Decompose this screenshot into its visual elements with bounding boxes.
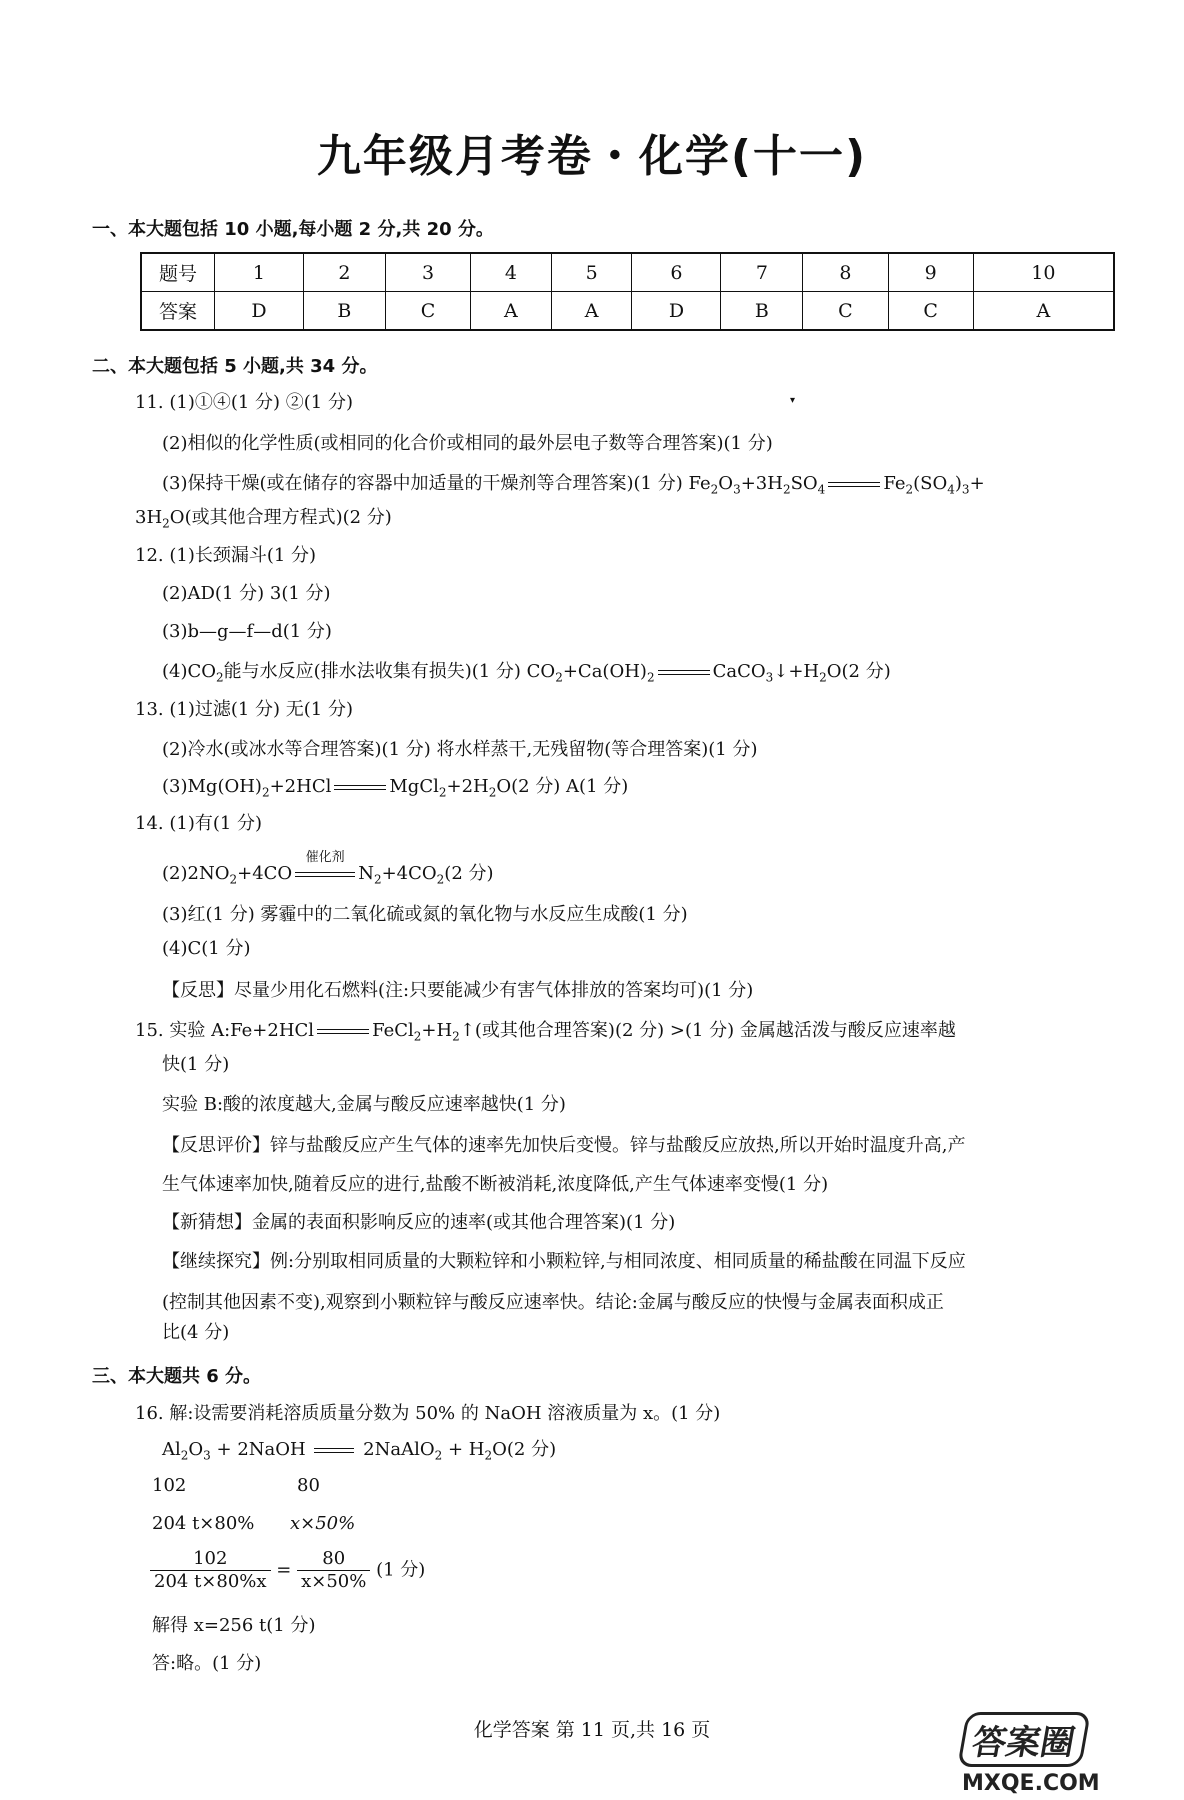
q11-line-4: $3H_2O$(或其他合理方程式)(2 分) xyxy=(135,507,392,531)
table-cell: D xyxy=(215,292,304,331)
q15-line-8: (控制其他因素不变),观察到小颗粒锌与酸反应速率快。结论:金属与酸反应的快慢与金属表面积成正 xyxy=(162,1292,944,1313)
molar-mass-2: 80 xyxy=(297,1475,320,1496)
q15-line-2: 快(1 分) xyxy=(162,1054,230,1075)
table-cell: D xyxy=(632,292,721,331)
q12-line-1: 12. (1)长颈漏斗(1 分) xyxy=(135,545,317,566)
table-cell: 3 xyxy=(385,253,470,292)
q15-line-6: 【新猜想】金属的表面积影响反应的速率(或其他合理答案)(1 分) xyxy=(162,1212,676,1233)
q11-line-1: 11. (1)①④(1 分) ②(1 分) xyxy=(135,392,354,413)
table-cell: C xyxy=(803,292,888,331)
table-cell: A xyxy=(973,292,1114,331)
table-cell: B xyxy=(721,292,803,331)
watermark-url: MXQE.COM xyxy=(962,1771,1100,1796)
value-2: x×50% xyxy=(290,1513,356,1534)
q15-line-1: 15. 实验 A:Fe+2HCl $FeCl_2+H_2↑$(或其他合理答案)(2 分) >(1 分) 金属越活泼与酸反应速率越 xyxy=(135,1020,956,1044)
row-label-answer: 答案 xyxy=(141,292,215,331)
q15-line-7: 【继续探究】例:分别取相同质量的大颗粒锌和小颗粒锌,与相同浓度、相同质量的稀盐酸在同温下反应 xyxy=(162,1251,966,1272)
q14-line-1: 14. (1)有(1 分) xyxy=(135,813,263,834)
section-3-heading: 三、本大题共 6 分。 xyxy=(92,1366,262,1387)
page-title: 九年级月考卷・化学(十一) xyxy=(316,131,868,182)
value-1: 204 t×80% xyxy=(152,1513,255,1534)
q12-line-2: (2)AD(1 分) 3(1 分) xyxy=(162,583,331,604)
section-2-heading: 二、本大题包括 5 小题,共 34 分。 xyxy=(92,356,378,377)
watermark-mark: 答案圈 xyxy=(957,1712,1091,1767)
table-cell: A xyxy=(471,292,552,331)
q11-line-2: (2)相似的化学性质(或相同的化合价或相同的最外层电子数等合理答案)(1 分) xyxy=(162,433,773,454)
q11-line-3: (3)保持干燥(或在储存的容器中加适量的干燥剂等合理答案)(1 分) $Fe_2O_3+3H_2SO_4$ $Fe_2(SO_4)_3+$ xyxy=(162,473,985,497)
q15-line-4: 【反思评价】锌与盐酸反应产生气体的速率先加快后变慢。锌与盐酸反应放热,所以开始时温度升高,产 xyxy=(162,1135,966,1156)
table-row-answers xyxy=(141,292,1114,331)
table-cell: 2 xyxy=(303,253,385,292)
q15-line-3: 实验 B:酸的浓度越大,金属与酸反应速率越快(1 分) xyxy=(162,1094,566,1115)
scan-speck: ▾ xyxy=(790,395,796,406)
q16-solution: 解得 x=256 t(1 分) xyxy=(152,1615,316,1636)
q15-line-9: 比(4 分) xyxy=(162,1322,230,1343)
section-1-heading: 一、本大题包括 10 小题,每小题 2 分,共 20 分。 xyxy=(92,219,494,240)
fraction-right: $\frac{80}{x\times 50\%}$ xyxy=(297,1548,370,1593)
table-cell: 9 xyxy=(888,253,973,292)
page-footer: 化学答案 第 11 页,共 16 页 xyxy=(473,1719,711,1741)
table-cell: A xyxy=(551,292,632,331)
q13-line-3: $(3)Mg(OH)_2+2HCl$ $MgCl_2+2H_2O(2$ 分) A(1 分) xyxy=(162,776,629,800)
molar-mass-1: 102 xyxy=(152,1475,187,1496)
q14-line-2: $(2)2NO_2+4CO$ 催化剂 $N_2+4CO_2(2$ 分) xyxy=(162,862,494,892)
table-cell: B xyxy=(303,292,385,331)
q14-line-3: (3)红(1 分) 雾霾中的二氧化硫或氮的氧化物与水反应生成酸(1 分) xyxy=(162,904,688,925)
table-cell: 6 xyxy=(632,253,721,292)
table-cell: 1 xyxy=(215,253,304,292)
table-cell: C xyxy=(385,292,470,331)
q16-answer: 答:略。(1 分) xyxy=(152,1653,262,1674)
q13-line-1: 13. (1)过滤(1 分) 无(1 分) xyxy=(135,699,354,720)
q14-line-5: 【反思】尽量少用化石燃料(注:只要能减少有害气体排放的答案均可)(1 分) xyxy=(162,980,754,1001)
table-cell: 10 xyxy=(973,253,1114,292)
q15-line-5: 生气体速率加快,随着反应的进行,盐酸不断被消耗,浓度降低,产生气体速率变慢(1 分) xyxy=(162,1174,829,1195)
q12-line-4: $(4)CO_2$能与水反应(排水法收集有损失)(1 分) $CO_2+Ca(OH)_2$ $CaCO_3↓+H_2O(2$ 分) xyxy=(162,661,891,685)
proportion-equation: $\frac{102}{204 t\times 80\%x}$ = $\frac{80}{x\times 50\%}$ (1 分) xyxy=(150,1548,425,1593)
fraction-left: $\frac{102}{204 t\times 80\%x}$ xyxy=(150,1548,271,1593)
q14-line-4: (4)C(1 分) xyxy=(162,938,251,959)
catalyst-label: 催化剂 xyxy=(305,850,345,865)
q16-line-1: 16. 解:设需要消耗溶质质量分数为 50% 的 NaOH 溶液质量为 x。(1 分) xyxy=(135,1403,721,1424)
table-cell: 5 xyxy=(551,253,632,292)
table-row-numbers xyxy=(141,253,1114,292)
q16-equation: $Al_2O_3$ + 2NaOH 2NaAlO$_2$ + $H_2O(2$ 分) xyxy=(162,1439,557,1463)
q12-line-3: (3)b—g—f—d(1 分) xyxy=(162,621,332,642)
row-label-number: 题号 xyxy=(141,253,215,292)
table-cell: 8 xyxy=(803,253,888,292)
table-cell: 4 xyxy=(471,253,552,292)
table-cell: 7 xyxy=(721,253,803,292)
table-cell: C xyxy=(888,292,973,331)
answer-table xyxy=(140,252,1115,331)
watermark-logo xyxy=(962,1712,1162,1796)
q13-line-2: (2)冷水(或冰水等合理答案)(1 分) 将水样蒸干,无残留物(等合理答案)(1 分) xyxy=(162,739,758,760)
